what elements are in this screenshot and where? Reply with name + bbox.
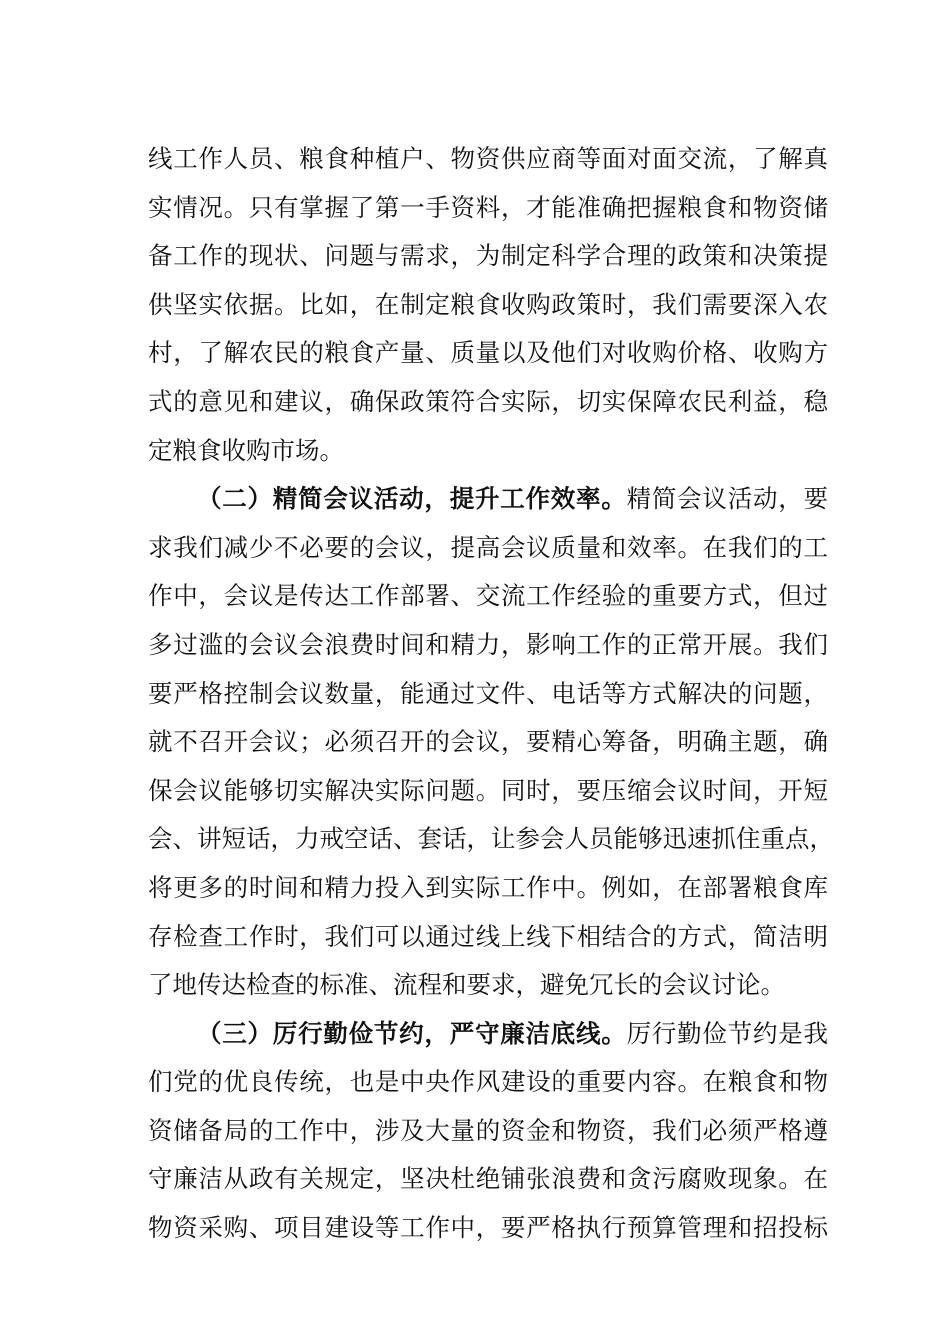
text-line: 实情况。只有掌握了第一手资料，才能准确把握粮食和物资储	[148, 192, 828, 222]
section-heading: （二）精简会议活动，提升工作效率。	[197, 484, 627, 514]
text-line: 定粮食收购市场。	[148, 435, 344, 465]
text-line: 作中，会议是传达工作部署、交流工作经验的重要方式，但过	[148, 581, 828, 611]
section-heading: （三）厉行勤俭节约，严守廉洁底线。	[197, 1018, 627, 1048]
text-fragment: 厉行勤俭节约是我	[626, 1018, 829, 1048]
text-line	[148, 1010, 828, 1059]
text-line: 供坚实依据。比如，在制定粮食收购政策时，我们需要深入农	[148, 289, 828, 319]
text-line: 线工作人员、粮食种植户、物资供应商等面对面交流，了解真	[148, 144, 828, 173]
text-line: 物资采购、项目建设等工作中，要严格执行预算管理和招投标	[148, 1213, 828, 1243]
text-line: 资储备局的工作中，涉及大量的资金和物资，我们必须严格遵	[148, 1115, 828, 1145]
text-fragment: 精简会议活动，要	[626, 484, 829, 514]
text-line: 备工作的现状、问题与需求，为制定科学合理的政策和决策提	[148, 241, 828, 271]
text-line: 会、讲短话，力戒空话、套话，让参会人员能够迅速抓住重点，	[148, 824, 834, 854]
text-line: 保会议能够切实解决实际问题。同时，要压缩会议时间，开短	[148, 775, 828, 805]
text-line: 了地传达检查的标准、流程和要求，避免冗长的会议讨论。	[148, 970, 785, 1000]
text-line: 就不召开会议；必须召开的会议，要精心筹备，明确主题，确	[148, 727, 828, 757]
text-line: 村，了解农民的粮食产量、质量以及他们对收购价格、收购方	[148, 338, 828, 368]
text-line: 守廉洁从政有关规定，坚决杜绝铺张浪费和贪污腐败现象。在	[148, 1164, 828, 1194]
text-line: 多过滥的会议会浪费时间和精力，影响工作的正常开展。我们	[148, 629, 828, 659]
text-line: 们党的优良传统，也是中央作风建设的重要内容。在粮食和物	[148, 1067, 828, 1097]
text-line: 存检查工作时，我们可以通过线上线下相结合的方式，简洁明	[148, 921, 828, 951]
text-line: 将更多的时间和精力投入到实际工作中。例如，在部署粮食库	[148, 872, 828, 902]
text-line	[148, 475, 828, 524]
text-line: 求我们减少不必要的会议，提高会议质量和效率。在我们的工	[148, 532, 828, 562]
document-body	[148, 135, 834, 1253]
text-line: 式的意见和建议，确保政策符合实际，切实保障农民利益，稳	[148, 386, 828, 416]
text-line: 要严格控制会议数量，能通过文件、电话等方式解决的问题，	[148, 678, 828, 708]
paragraph-1	[148, 135, 828, 475]
paragraph-2	[148, 475, 834, 1010]
paragraph-3	[148, 1010, 828, 1253]
